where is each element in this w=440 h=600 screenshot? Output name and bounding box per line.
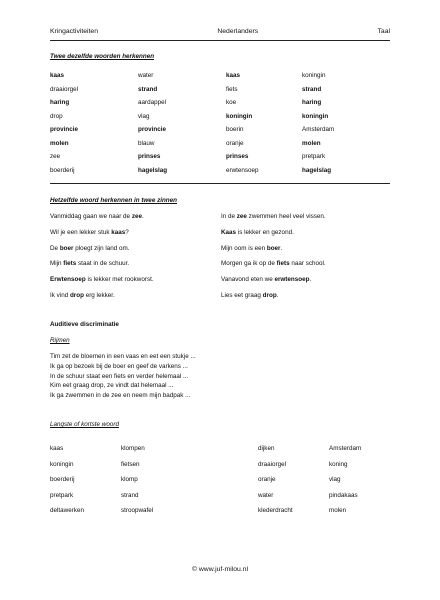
highlighted-word: Erwtensoep bbox=[50, 276, 86, 284]
rhyme-line: Ik ga op bezoek bij de boer en geef de varkens ... bbox=[50, 362, 188, 370]
word-cell: kaas bbox=[50, 72, 65, 79]
page-header bbox=[50, 28, 390, 35]
word-cell: Amsterdam bbox=[302, 126, 335, 133]
highlighted-word: zee bbox=[131, 213, 142, 220]
sentence-text: Morgen ga ik op de bbox=[221, 260, 277, 268]
header-divider bbox=[50, 40, 390, 41]
word-cell: water bbox=[258, 491, 274, 499]
word-cell: molen bbox=[329, 507, 347, 515]
same-words-grid bbox=[50, 69, 390, 177]
word-cell: prinses bbox=[138, 153, 161, 160]
rhyme-line: Ik ga zwemmen in de zee en neem mijn badpak ... bbox=[50, 392, 191, 400]
section2-title: Hetzelfde woord herkennen in twee zinnen bbox=[50, 197, 178, 204]
word-cell: draaiorgel bbox=[258, 460, 287, 468]
sentence-text: ? bbox=[125, 228, 129, 236]
sentence-text: Mijn oom is een bbox=[221, 244, 267, 252]
sentence-text: Vanmiddag gaan we naar de bbox=[50, 213, 132, 220]
word-cell: strand bbox=[302, 85, 322, 93]
sentence-text: Mijn bbox=[50, 260, 64, 268]
word-cell: vlag bbox=[329, 476, 341, 484]
sentence-text: Ik vind bbox=[50, 292, 70, 299]
divider-1 bbox=[50, 183, 390, 184]
sentence-text: is lekker en gezond. bbox=[236, 228, 294, 236]
sentence-text: . bbox=[309, 276, 312, 284]
rhyme-line: Kim eet graag drop, ze vindt dat helemaal ... bbox=[50, 382, 174, 390]
word-cell: provincie bbox=[138, 126, 166, 133]
highlighted-word: drop bbox=[262, 292, 277, 299]
sentence bbox=[50, 244, 129, 254]
sentence bbox=[221, 259, 326, 269]
highlighted-word: fiets bbox=[276, 260, 290, 268]
sentence bbox=[50, 212, 144, 222]
header-right: Taal bbox=[377, 28, 390, 35]
sentence bbox=[221, 228, 294, 238]
word-cell: strand bbox=[121, 491, 139, 499]
word-cell: dijken bbox=[258, 445, 275, 452]
word-cell: molen bbox=[302, 139, 321, 147]
word-cell: blauw bbox=[138, 139, 155, 147]
sentence-text: . bbox=[276, 292, 279, 299]
sentence-text: In de bbox=[221, 213, 237, 220]
highlighted-word: erwtensoep bbox=[274, 276, 310, 284]
sentence bbox=[50, 275, 154, 285]
sentence-text: erg lekker. bbox=[83, 292, 115, 299]
header-left: Kringactiviteiten bbox=[50, 28, 98, 35]
word-cell: klederdracht bbox=[258, 507, 293, 515]
word-cell: koningin bbox=[302, 72, 326, 79]
footer-copyright: © www.juf-milou.nl bbox=[192, 566, 248, 573]
rhyme-line: Tim zet de bloemen in een vaas en eet een stukje ... bbox=[50, 353, 196, 360]
word-cell: pretpark bbox=[50, 491, 74, 499]
word-cell: zee bbox=[50, 153, 61, 160]
sentence-text: . bbox=[141, 213, 144, 220]
sentence-text: Wil je een lekker stuk bbox=[50, 228, 112, 236]
sentence-text: naar school. bbox=[289, 260, 326, 268]
word-cell: haring bbox=[50, 99, 70, 106]
highlighted-word: fiets bbox=[63, 260, 77, 268]
word-cell: molen bbox=[50, 139, 69, 147]
word-cell: klompen bbox=[121, 445, 145, 452]
word-cell: Amsterdam bbox=[329, 445, 362, 452]
sentence-text: Vanavond eten we bbox=[221, 276, 275, 284]
word-cell: haring bbox=[302, 99, 322, 106]
highlighted-word: drop bbox=[69, 292, 84, 299]
word-cell: oranje bbox=[258, 476, 276, 484]
highlighted-word: Kaas bbox=[221, 228, 237, 236]
word-cell: fiets bbox=[226, 85, 238, 93]
highlighted-word: boer bbox=[59, 244, 74, 252]
word-cell: pindakaas bbox=[329, 491, 358, 499]
word-cell: stroopwafel bbox=[121, 507, 154, 515]
section1-title: Twee dezelfde woorden herkennen bbox=[50, 53, 155, 60]
sentence-text: ploegt zijn land om. bbox=[73, 244, 130, 252]
word-cell: oranje bbox=[226, 139, 244, 147]
sentence-text: is lekker met rookworst. bbox=[85, 276, 154, 284]
word-cell: drop bbox=[50, 112, 63, 120]
header-center: Nederlanders bbox=[217, 28, 259, 35]
sentence bbox=[50, 228, 129, 238]
sentence bbox=[221, 291, 278, 301]
word-cell: kaas bbox=[226, 72, 241, 79]
highlighted-word: zee bbox=[236, 213, 247, 220]
word-cell: hagelslag bbox=[138, 166, 168, 174]
sentence-text: Lies eet graag bbox=[221, 292, 263, 299]
word-cell: boerderij bbox=[50, 166, 75, 174]
sentence-text: . bbox=[280, 244, 283, 252]
word-cell: strand bbox=[138, 85, 158, 93]
sentence bbox=[221, 244, 282, 254]
word-cell: fietsen bbox=[121, 460, 140, 468]
word-cell: erwtensoep bbox=[226, 166, 259, 174]
word-cell: boerderij bbox=[50, 476, 75, 484]
highlighted-word: boer bbox=[266, 244, 281, 252]
sentence-text: De bbox=[50, 244, 60, 252]
word-cell: koningin bbox=[302, 112, 329, 120]
word-cell: deltawerken bbox=[50, 507, 84, 515]
word-cell: draaiorgel bbox=[50, 85, 79, 93]
sentence bbox=[50, 291, 115, 301]
rhyme-line: In de schuur staat een fiets en verder helemaal ... bbox=[50, 372, 189, 380]
word-cell: provincie bbox=[50, 126, 78, 133]
word-cell: aardappel bbox=[138, 99, 167, 106]
word-cell: prinses bbox=[226, 153, 249, 160]
highlighted-word: kaas bbox=[111, 228, 126, 236]
section4-title: Langste of kortste woord bbox=[50, 421, 119, 428]
word-cell: water bbox=[138, 72, 154, 79]
word-cell: boerin bbox=[226, 126, 244, 133]
word-cell: koningin bbox=[226, 112, 253, 120]
word-cell: koning bbox=[329, 460, 348, 468]
word-cell: hagelslag bbox=[302, 166, 332, 174]
word-cell: vlag bbox=[138, 112, 150, 120]
rhyme-lines bbox=[50, 352, 196, 401]
sentence-text: staat in de schuur. bbox=[76, 260, 130, 268]
word-length-grid bbox=[50, 441, 390, 519]
word-cell: pretpark bbox=[302, 153, 326, 160]
sentence bbox=[221, 212, 326, 222]
word-cell: kaas bbox=[50, 445, 64, 452]
word-cell: koningin bbox=[50, 460, 74, 468]
section3-subtitle: Rijmen bbox=[50, 337, 70, 344]
word-cell: koe bbox=[226, 99, 237, 106]
sentence bbox=[50, 259, 129, 269]
sentence bbox=[221, 275, 311, 285]
section3-title: Auditieve discriminatie bbox=[50, 321, 119, 328]
sentence-text: zwemmen heel veel vissen. bbox=[246, 213, 326, 220]
word-cell: klomp bbox=[121, 476, 138, 484]
